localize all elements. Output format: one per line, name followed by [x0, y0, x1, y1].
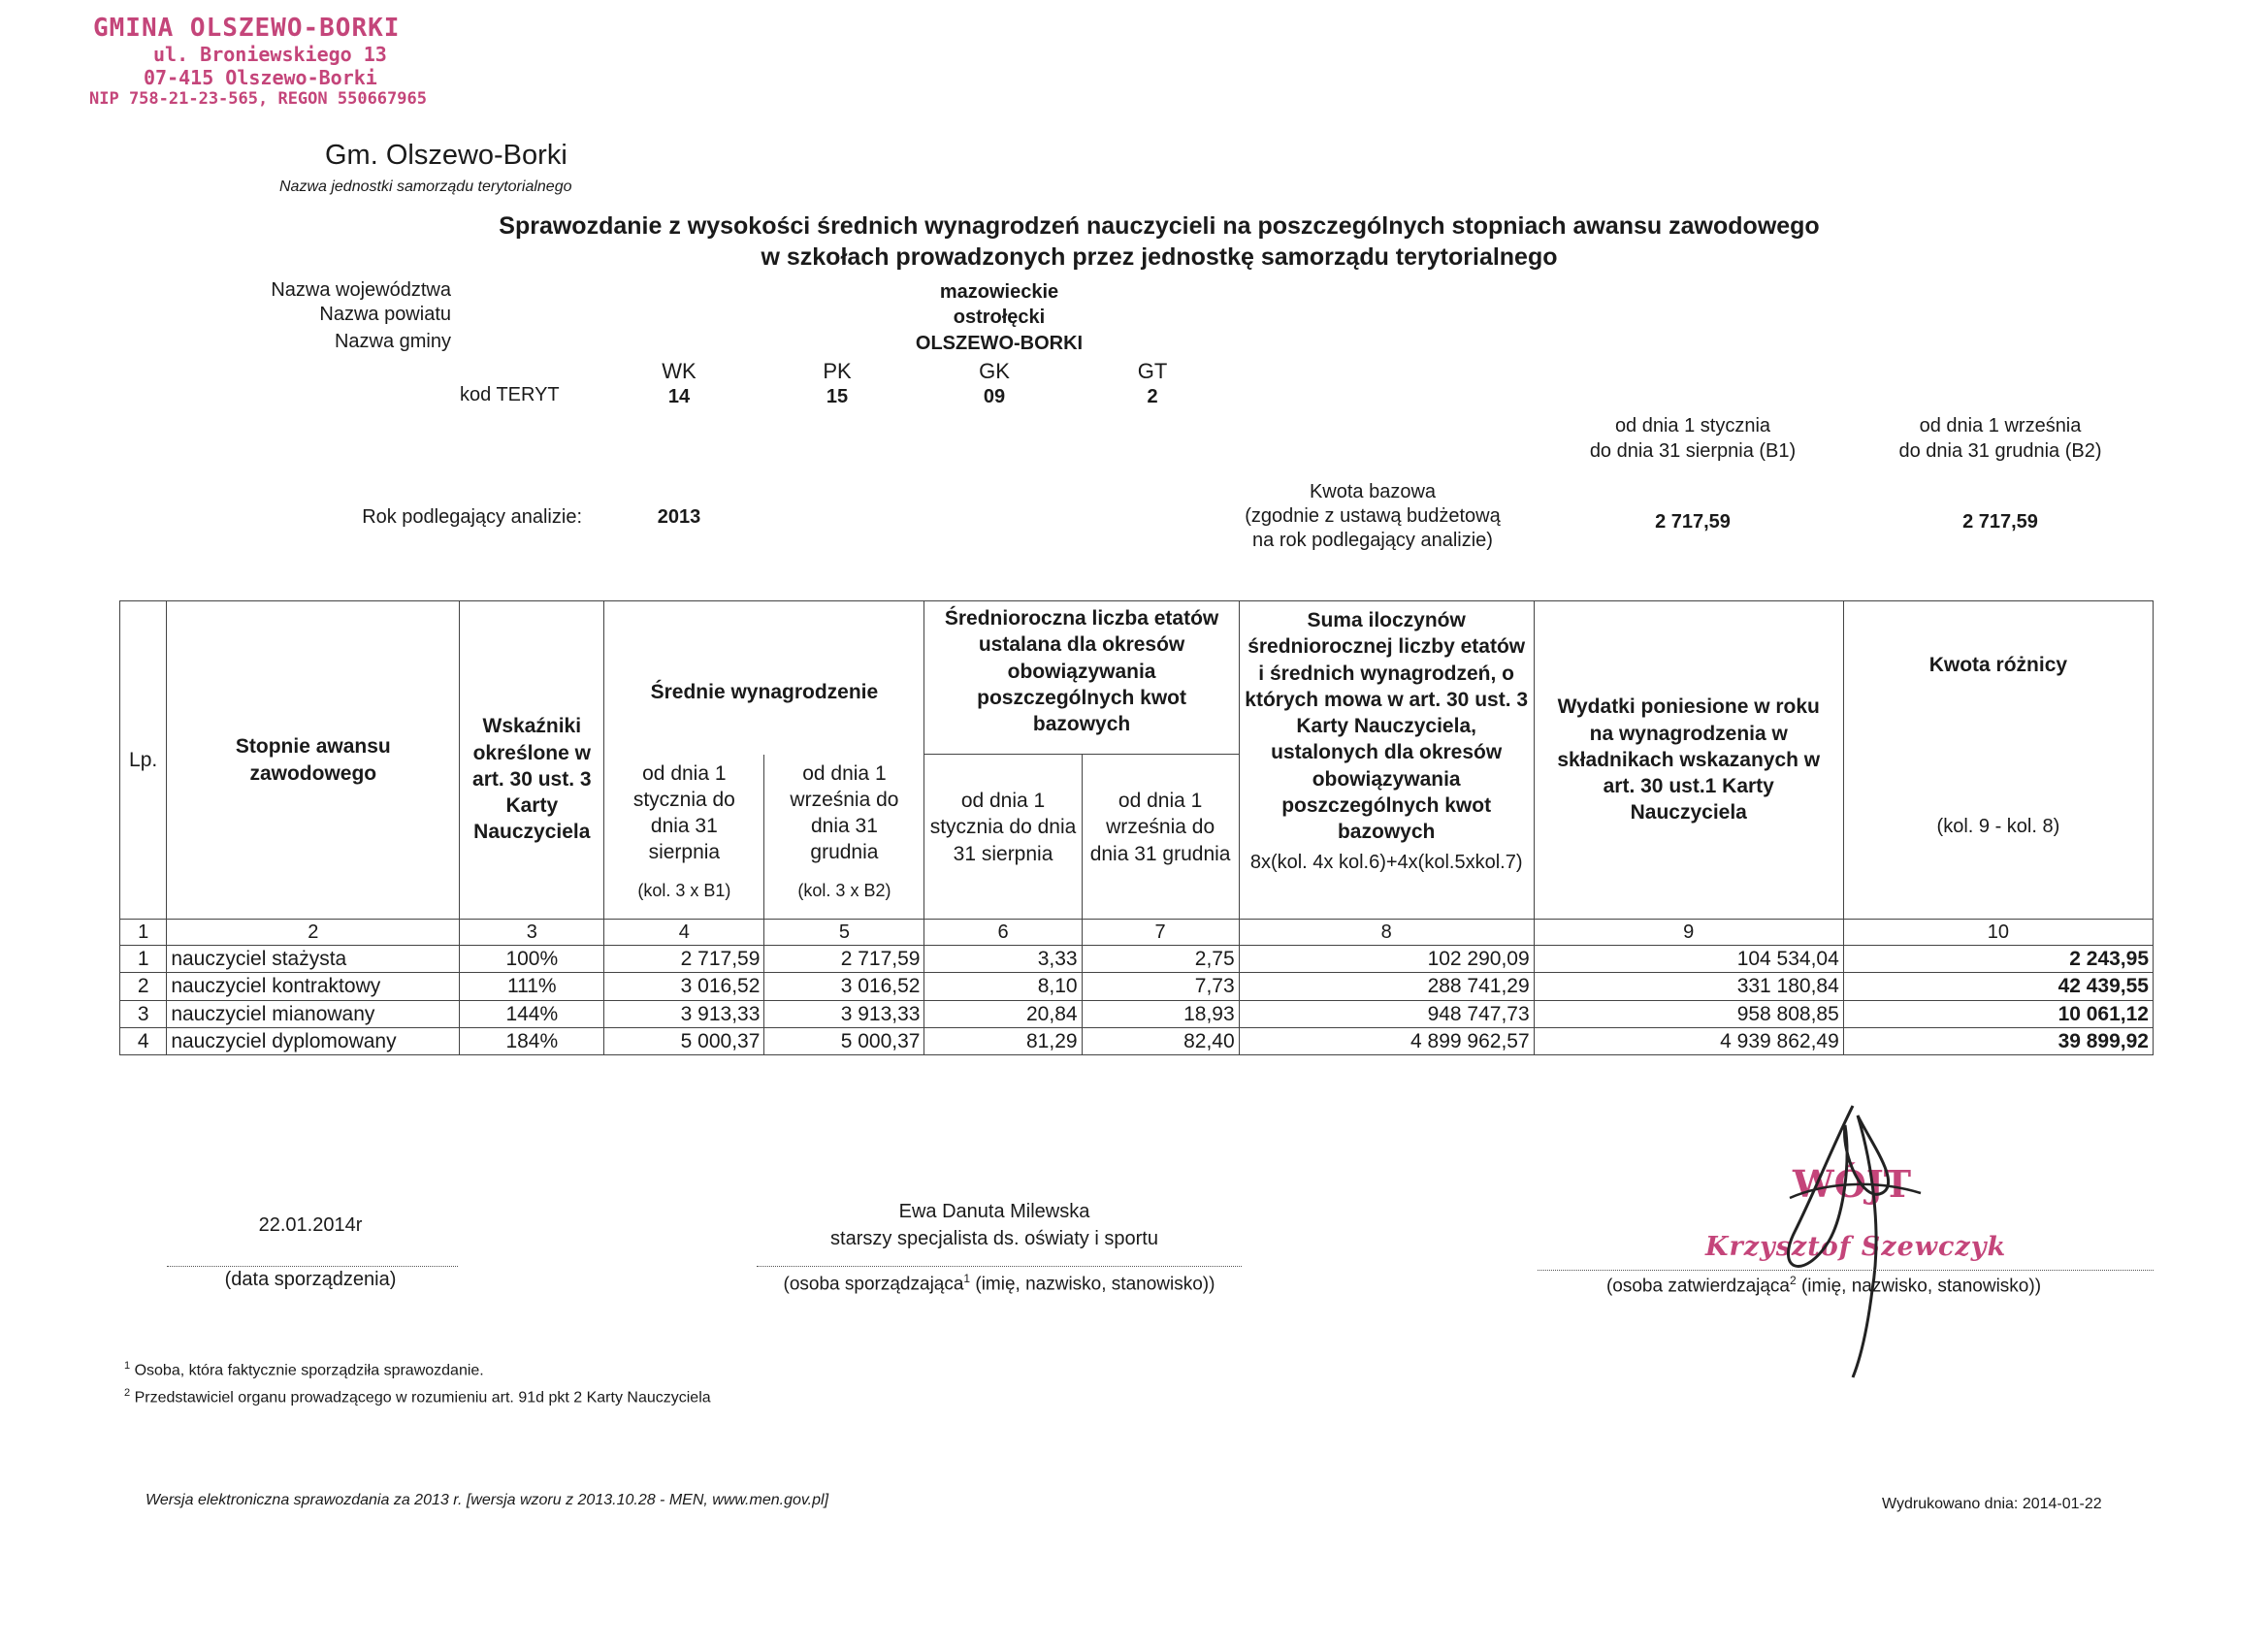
teryt-header-pk: PK [823, 359, 852, 383]
cell-etaty-jan: 81,29 [924, 1027, 1082, 1054]
date-dotted-line [167, 1266, 458, 1267]
voivodeship-label: Nazwa województwa [271, 279, 451, 301]
stamp-line-4: NIP 758-21-23-565, REGON 550667965 [89, 89, 427, 109]
base-b1-header [1538, 415, 1848, 463]
preparer-caption-footnote: 1 [963, 1272, 971, 1285]
header-wydatki: Wydatki poniesione w roku na wynagrodzenia w składnikach wskazanych w art. 30 ust.1 Karty Nauczyciela [1534, 601, 1843, 920]
handwritten-signature [1736, 1086, 1969, 1397]
voivodeship-value: mazowieckie [939, 281, 1059, 303]
teryt-header-gt: GT [1137, 359, 1168, 383]
cell-lp: 1 [120, 946, 167, 973]
col-number-8: 8 [1239, 920, 1534, 946]
base-b2-header [1845, 415, 2155, 463]
cell-srednie-jan: 5 000,37 [604, 1027, 764, 1054]
header-roznica-title: Kwota różnicy [1928, 653, 2068, 676]
header-sr-sep-formula: (kol. 3 x B2) [797, 880, 891, 900]
header-sr-jan-text: od dnia 1 stycznia do dnia 31 sierpnia [632, 761, 735, 864]
header-sr-jan-formula: (kol. 3 x B1) [637, 880, 731, 900]
approver-caption [1552, 1274, 2095, 1297]
footnote-1-mark: 1 [124, 1360, 131, 1372]
footnote-2-text: Przedstawiciel organu prowadzącego w rozumieniu art. 91d pkt 2 Karty Nauczyciela [130, 1389, 711, 1406]
county-value: ostrołęcki [953, 307, 1046, 328]
stamp-line-3: 07-415 Olszewo-Borki [144, 66, 377, 89]
cell-wskaznik: 111% [460, 973, 604, 1000]
cell-srednie-jan: 3 913,33 [604, 1000, 764, 1027]
cell-srednie-sep: 2 717,59 [764, 946, 924, 973]
report-title-line-1: Sprawozdanie z wysokości średnich wynagrodzeń nauczycieli na poszczególnych stopniach awansu zawodowego [499, 212, 1820, 240]
header-suma [1239, 601, 1534, 920]
table-row [120, 973, 2154, 1000]
institution-stamp [89, 14, 427, 109]
cell-suma: 102 290,09 [1239, 946, 1534, 973]
cell-lp: 3 [120, 1000, 167, 1027]
preparer-caption [757, 1272, 1242, 1295]
teryt-value-gt: 2 [1147, 386, 1158, 407]
preparer-name: Ewa Danuta Milewska [898, 1201, 1090, 1222]
header-row-top [120, 601, 2154, 755]
cell-suma: 4 899 962,57 [1239, 1027, 1534, 1054]
year-value: 2013 [657, 506, 701, 528]
footnote-2 [124, 1387, 711, 1406]
cell-stopien: nauczyciel mianowany [167, 1000, 460, 1027]
report-title-line-2: w szkołach prowadzonych przez jednostkę samorządu terytorialnego [761, 243, 1558, 271]
cell-wydatki: 331 180,84 [1534, 973, 1843, 1000]
cell-stopien: nauczyciel dyplomowany [167, 1027, 460, 1054]
base-b2-value: 2 717,59 [1962, 511, 2038, 533]
footnote-2-mark: 2 [124, 1387, 131, 1399]
date-caption: (data sporządzenia) [224, 1269, 397, 1290]
header-sr-jan [604, 755, 764, 920]
cell-srednie-sep: 3 913,33 [764, 1000, 924, 1027]
teryt-value-wk: 14 [667, 386, 691, 407]
cell-stopien: nauczyciel kontraktowy [167, 973, 460, 1000]
footnote-1-text: Osoba, która faktycznie sporządziła sprawozdanie. [130, 1362, 484, 1379]
preparer-caption-b: (imię, nazwisko, stanowisko)) [970, 1274, 1215, 1295]
base-amount-label [1213, 481, 1533, 552]
header-suma-formula: 8x(kol. 4x kol.6)+4x(kol.5xkol.7) [1249, 851, 1523, 873]
stamp-line-2: ul. Broniewskiego 13 [153, 43, 387, 66]
cell-etaty-jan: 3,33 [924, 946, 1082, 973]
table-row [120, 1027, 2154, 1054]
cell-roznica: 2 243,95 [1843, 946, 2153, 973]
header-lp: Lp. [120, 601, 167, 920]
cell-etaty-sep: 2,75 [1082, 946, 1239, 973]
header-srednie: Średnie wynagrodzenie [604, 601, 924, 755]
approver-caption-footnote: 2 [1790, 1274, 1797, 1287]
col-number-6: 6 [924, 920, 1082, 946]
cell-stopien: nauczyciel stażysta [167, 946, 460, 973]
table-row [120, 1000, 2154, 1027]
approver-stamp-title: WÓJT [1793, 1162, 1912, 1206]
printed-date: Wydrukowano dnia: 2014-01-22 [1882, 1496, 2102, 1512]
base-b1-value: 2 717,59 [1655, 511, 1731, 533]
teryt-value-pk: 15 [826, 386, 849, 407]
teryt-label: kod TERYT [460, 384, 560, 405]
cell-etaty-jan: 8,10 [924, 973, 1082, 1000]
base-label-line-2: (zgodnie z ustawą budżetową [1245, 505, 1501, 527]
unit-caption: Nazwa jednostki samorządu terytorialnego [279, 178, 572, 195]
cell-srednie-sep: 5 000,37 [764, 1027, 924, 1054]
table-row [120, 946, 2154, 973]
cell-lp: 2 [120, 973, 167, 1000]
cell-wydatki: 4 939 862,49 [1534, 1027, 1843, 1054]
cell-etaty-sep: 7,73 [1082, 973, 1239, 1000]
cell-wydatki: 104 534,04 [1534, 946, 1843, 973]
cell-etaty-jan: 20,84 [924, 1000, 1082, 1027]
preparer-caption-a: (osoba sporządzająca [783, 1274, 964, 1295]
base-label-line-1: Kwota bazowa [1309, 481, 1437, 502]
cell-roznica: 42 439,55 [1843, 973, 2153, 1000]
salary-report-table [119, 600, 2154, 1055]
commune-label: Nazwa gminy [334, 331, 451, 352]
approver-stamp-name: Krzysztof Szewczyk [1705, 1232, 2007, 1262]
header-etaty: Średnioroczna liczba etatów ustalana dla okresów obowiązywania poszczególnych kwot bazowych [924, 601, 1239, 755]
header-stopnie: Stopnie awansu zawodowego [167, 601, 460, 920]
cell-wskaznik: 144% [460, 1000, 604, 1027]
preparer-position: starszy specjalista ds. oświaty i sportu [830, 1228, 1158, 1249]
cell-suma: 288 741,29 [1239, 973, 1534, 1000]
header-sr-sep [764, 755, 924, 920]
cell-roznica: 39 899,92 [1843, 1027, 2153, 1054]
commune-value: OLSZEWO-BORKI [915, 333, 1084, 354]
cell-etaty-sep: 82,40 [1082, 1027, 1239, 1054]
base-b1-header-line-1: od dnia 1 stycznia [1614, 415, 1771, 436]
year-label: Rok podlegający analizie: [362, 506, 582, 528]
base-b2-header-line-2: do dnia 31 grudnia (B2) [1898, 440, 2102, 462]
col-number-1: 1 [120, 920, 167, 946]
col-number-4: 4 [604, 920, 764, 946]
col-number-7: 7 [1082, 920, 1239, 946]
col-number-5: 5 [764, 920, 924, 946]
cell-srednie-sep: 3 016,52 [764, 973, 924, 1000]
col-number-3: 3 [460, 920, 604, 946]
column-number-row [120, 920, 2154, 946]
header-roznica [1843, 601, 2153, 920]
unit-name: Gm. Olszewo-Borki [325, 140, 567, 171]
stamp-line-1: GMINA OLSZEWO-BORKI [93, 14, 401, 43]
header-sr-sep-text: od dnia 1 września do dnia 31 grudnia [790, 761, 899, 864]
preparer-dotted-line [757, 1266, 1242, 1267]
date-value: 22.01.2014r [258, 1214, 363, 1236]
base-b1-header-line-2: do dnia 31 sierpnia (B1) [1589, 440, 1797, 462]
base-b2-header-line-1: od dnia 1 września [1919, 415, 2082, 436]
col-number-9: 9 [1534, 920, 1843, 946]
teryt-header-wk: WK [662, 359, 697, 383]
cell-etaty-sep: 18,93 [1082, 1000, 1239, 1027]
header-wskazniki: Wskaźniki określone w art. 30 ust. 3 Karty Nauczyciela [460, 601, 604, 920]
header-roznica-formula: (kol. 9 - kol. 8) [1936, 816, 2060, 838]
approver-dotted-line [1538, 1270, 2154, 1271]
version-note: Wersja elektroniczna sprawozdania za 2013 r. [wersja wzoru z 2013.10.28 - MEN, www.men.gov.pl] [146, 1492, 829, 1508]
cell-srednie-jan: 2 717,59 [604, 946, 764, 973]
cell-wskaznik: 184% [460, 1027, 604, 1054]
base-label-line-3: na rok podlegający analizie) [1252, 530, 1493, 551]
col-number-2: 2 [167, 920, 460, 946]
cell-srednie-jan: 3 016,52 [604, 973, 764, 1000]
approver-caption-a: (osoba zatwierdzająca [1605, 1276, 1790, 1297]
cell-wskaznik: 100% [460, 946, 604, 973]
header-et-jan: od dnia 1 stycznia do dnia 31 sierpnia [924, 755, 1082, 920]
approver-caption-b: (imię, nazwisko, stanowisko)) [1796, 1276, 2042, 1297]
cell-lp: 4 [120, 1027, 167, 1054]
header-et-sep: od dnia 1 września do dnia 31 grudnia [1082, 755, 1239, 920]
col-number-10: 10 [1843, 920, 2153, 946]
header-suma-text: Suma iloczynów średniorocznej liczby etatów i średnich wynagrodzeń, o których mowa w art. 30 ust. 3 Karty Nauczyciela, ustalonych dla okresów obowiązywania poszczególnych kwot bazowych [1245, 609, 1529, 844]
teryt-value-gk: 09 [983, 386, 1006, 407]
footnote-1 [124, 1360, 484, 1379]
cell-suma: 948 747,73 [1239, 1000, 1534, 1027]
county-label: Nazwa powiatu [319, 304, 451, 325]
teryt-header-gk: GK [979, 359, 1010, 383]
cell-wydatki: 958 808,85 [1534, 1000, 1843, 1027]
cell-roznica: 10 061,12 [1843, 1000, 2153, 1027]
